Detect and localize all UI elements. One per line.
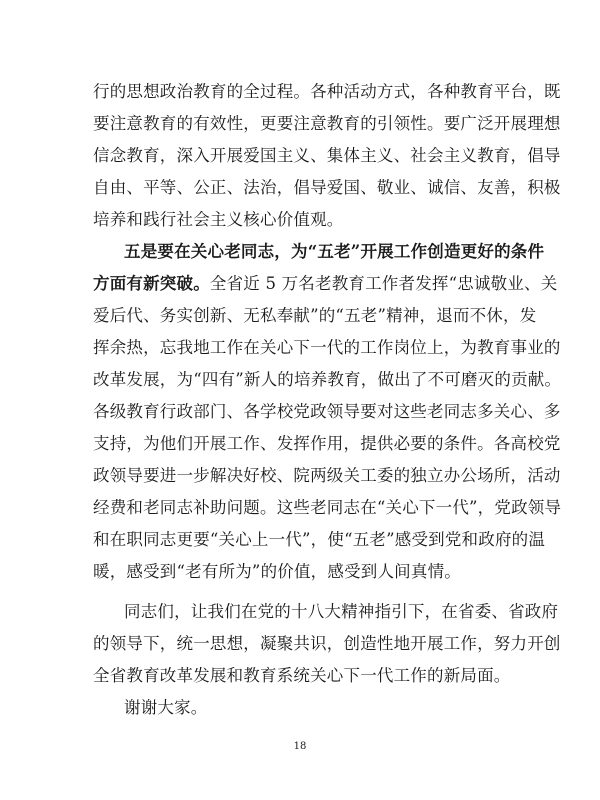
paragraph-line: 信念教育，深入开展爱国主义、集体主义、社会主义教育，倡导	[93, 146, 561, 165]
paragraph-line: 自由、平等、公正、法治，倡导爱国、敬业、诚信、友善，积极	[93, 178, 561, 197]
closing-thanks: 谢谢大家。	[124, 698, 208, 717]
paragraph-line: 暖，感受到“老有所为”的价值，感受到人间真情。	[93, 562, 461, 581]
paragraph-line: 政领导要进一步解决好校、院两级关工委的独立办公场所，活动	[93, 466, 561, 485]
paragraph-line: 培养和践行社会主义核心价值观。	[93, 210, 344, 229]
paragraph-text: 全省近 5 万名老教育工作者发挥“忠诚敬业、关	[209, 274, 558, 293]
paragraph-line: 改革发展，为“四有”新人的培养教育，做出了不可磨灭的贡献。	[93, 370, 562, 389]
paragraph-line: 的领导下，统一思想，凝聚共识，创造性地开展工作，努力开创	[93, 634, 561, 653]
section-heading-continued: 方面有新突破。	[93, 274, 210, 293]
paragraph-line: 爱后代、务实创新、无私奉献”的“五老”精神，退而不休，发	[93, 306, 537, 325]
paragraph-line: 要注意教育的有效性，更要注意教育的引领性。要广泛开展理想	[93, 114, 561, 133]
paragraph-line: 支持，为他们开展工作、发挥作用，提供必要的条件。各高校党	[93, 434, 561, 453]
paragraph-line: 全省教育改革发展和教育系统关心下一代工作的新局面。	[93, 666, 511, 685]
paragraph-line: 和在职同志更要“关心上一代”，使“五老”感受到党和政府的温	[93, 530, 546, 549]
paragraph-line	[93, 273, 558, 295]
paragraph-line: 各级教育行政部门、各学校党政领导要对这些老同志多关心、多	[93, 402, 561, 421]
section-heading: 五是要在关心老同志，为“五老”开展工作创造更好的条件	[124, 242, 545, 261]
paragraph-line: 同志们，让我们在党的十八大精神指引下，在省委、省政府	[124, 602, 559, 621]
paragraph-line: 行的思想政治教育的全过程。各种活动方式，各种教育平台，既	[93, 82, 561, 101]
paragraph-line: 挥余热，忘我地工作在关心下一代的工作岗位上，为教育事业的	[93, 338, 561, 357]
page-number: 18	[293, 741, 307, 752]
paragraph-line: 经费和老同志补助问题。这些老同志在“关心下一代”，党政领导	[93, 498, 562, 517]
